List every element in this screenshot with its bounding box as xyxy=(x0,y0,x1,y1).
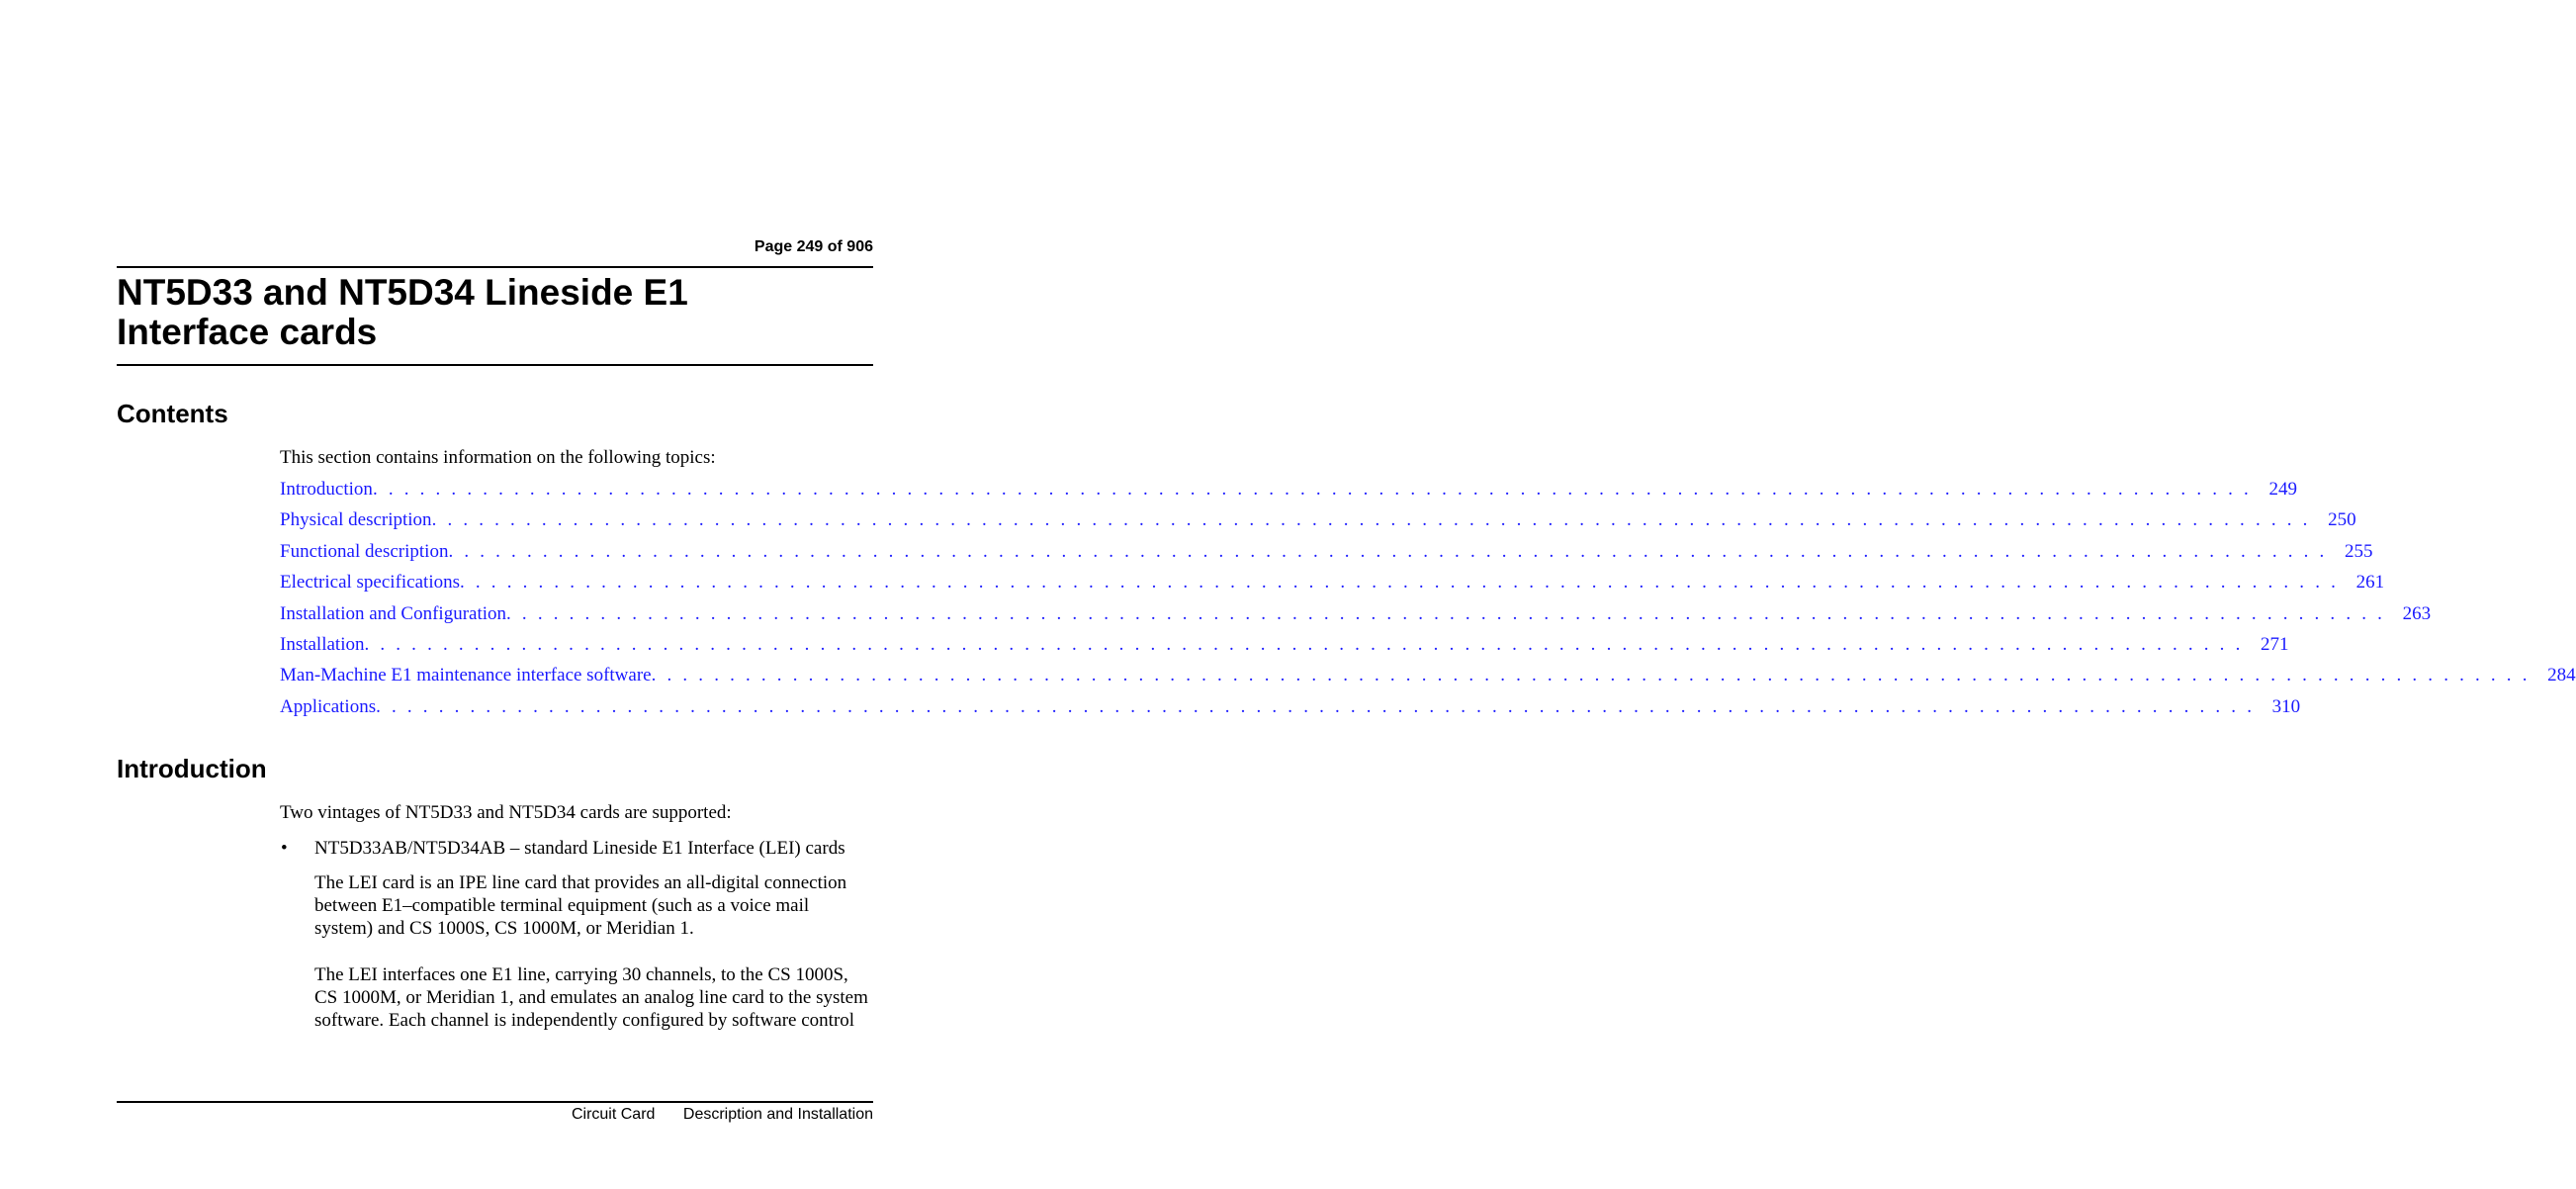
chapter-title-line2: Interface cards xyxy=(117,312,378,352)
toc-item-label: Installation xyxy=(280,633,365,655)
toc-item-label: Installation and Configuration xyxy=(280,602,507,624)
toc-item-label: Physical description xyxy=(280,509,432,531)
toc-item-page: 249 xyxy=(2268,479,2297,500)
chapter-title-line1: NT5D33 and NT5D34 Lineside E1 xyxy=(117,272,688,313)
toc-leader-dots: . . . . . . . . . . . . . . . . . . . . . . . . . . . . . . . . . . . . . . . . . . . . . . . . . . . . . . . . . . . . . . . . . . . . . . . . . . . . . . . . . . . . . . . . . . . . . . . . . . . . . . . . . . . . . . . . . . . . . . . . xyxy=(376,695,2256,717)
page-footer xyxy=(572,1106,873,1124)
chapter-title xyxy=(117,273,868,352)
contents-heading: Contents xyxy=(117,399,228,428)
footer-right-text: Description and Installation xyxy=(682,1106,873,1123)
introduction-paragraph-2 xyxy=(314,963,878,1032)
toc-item-label: Functional description xyxy=(280,540,449,562)
introduction-heading: Introduction xyxy=(117,754,267,783)
introduction-lead: Two vintages of NT5D33 and NT5D34 cards are supported: xyxy=(280,802,732,823)
toc-leader-dots: . . . . . . . . . . . . . . . . . . . . . . . . . . . . . . . . . . . . . . . . . . . . . . . . . . . . . . . . . . . . . . . . . . . . . . . . . . . . . . . . . . . . . . . . . . . . . . . . . . . . . . . . . . . . . . . . . . . . . . . . xyxy=(460,572,2340,594)
toc-item-label: Electrical specifications xyxy=(280,572,460,594)
toc-item-page: 263 xyxy=(2402,602,2432,624)
toc-item-page: 310 xyxy=(2271,695,2301,717)
toc-item-physical-description[interactable] xyxy=(280,509,2356,540)
toc-item-applications[interactable] xyxy=(280,695,2301,727)
toc-leader-dots: . . . . . . . . . . . . . . . . . . . . . . . . . . . . . . . . . . . . . . . . . . . . . . . . . . . . . . . . . . . . . . . . . . . . . . . . . . . . . . . . . . . . . . . . . . . . . . . . . . . . . . . . . . . . . . . . . . . . . . . . xyxy=(431,509,2311,531)
toc-leader-dots: . . . . . . . . . . . . . . . . . . . . . . . . . . . . . . . . . . . . . . . . . . . . . . . . . . . . . . . . . . . . . . . . . . . . . . . . . . . . . . . . . . . . . . . . . . . . . . . . . . . . . . . . . . . . . . . . . . . . . . . . xyxy=(372,479,2252,500)
paragraph-line: software. Each channel is independently configured by software control xyxy=(314,1010,855,1031)
toc-item-installation[interactable] xyxy=(280,633,2289,665)
paragraph-line: The LEI card is an IPE line card that provides an all-digital connection xyxy=(314,872,847,893)
toc-item-page: 261 xyxy=(2355,572,2385,594)
footer-left-text: Circuit Card xyxy=(571,1106,656,1123)
toc-item-page: 250 xyxy=(2328,509,2356,531)
toc-item-label: Man-Machine E1 maintenance interface software xyxy=(280,665,652,686)
toc-leader-dots: . . . . . . . . . . . . . . . . . . . . . . . . . . . . . . . . . . . . . . . . . . . . . . . . . . . . . . . . . . . . . . . . . . . . . . . . . . . . . . . . . . . . . . . . . . . . . . . . . . . . . . . . . . . . . . . . . . . . . . . . xyxy=(448,540,2328,562)
bullet-item-text: NT5D33AB/NT5D34AB – standard Lineside E1 Interface (LEI) cards xyxy=(314,838,845,859)
title-top-rule xyxy=(117,266,873,268)
title-bottom-rule xyxy=(117,364,873,366)
toc-leader-dots: . . . . . . . . . . . . . . . . . . . . . . . . . . . . . . . . . . . . . . . . . . . . . . . . . . . . . . . . . . . . . . . . . . . . . . . . . . . . . . . . . . . . . . . . . . . . . . . . . . . . . . . . . . . . . . . . . . . . . . . . xyxy=(506,602,2386,624)
toc-item-man-machine-e1[interactable] xyxy=(280,665,2576,695)
toc-item-introduction[interactable] xyxy=(280,479,2297,509)
paragraph-line: CS 1000M, or Meridian 1, and emulates an analog line card to the system xyxy=(314,987,868,1008)
introduction-paragraph-1 xyxy=(314,871,878,940)
toc-leader-dots: . . . . . . . . . . . . . . . . . . . . . . . . . . . . . . . . . . . . . . . . . . . . . . . . . . . . . . . . . . . . . . . . . . . . . . . . . . . . . . . . . . . . . . . . . . . . . . . . . . . . . . . . . . . . . . . . . . . . . . . . xyxy=(364,633,2244,655)
toc-leader-dots: . . . . . . . . . . . . . . . . . . . . . . . . . . . . . . . . . . . . . . . . . . . . . . . . . . . . . . . . . . . . . . . . . . . . . . . . . . . . . . . . . . . . . . . . . . . . . . . . . . . . . . . . . . . . . . . . . . . . . . . . xyxy=(651,665,2531,686)
paragraph-line: between E1–compatible terminal equipment (such as a voice mail xyxy=(314,895,810,916)
toc-item-label: Introduction xyxy=(280,479,373,500)
contents-intro: This section contains information on the following topics: xyxy=(280,447,716,468)
toc-item-page: 271 xyxy=(2261,633,2289,655)
page-indicator: Page 249 of 906 xyxy=(754,238,873,255)
table-of-contents xyxy=(280,479,2576,727)
toc-item-page: 255 xyxy=(2345,540,2373,562)
toc-item-page: 284 xyxy=(2547,665,2576,686)
footer-rule xyxy=(117,1101,873,1103)
toc-item-label: Applications xyxy=(280,695,377,717)
toc-item-installation-and-configuration[interactable] xyxy=(280,602,2432,634)
toc-item-electrical-specifications[interactable] xyxy=(280,572,2385,602)
bullet-marker: • xyxy=(281,838,288,859)
paragraph-line: The LEI interfaces one E1 line, carrying 30 channels, to the CS 1000S, xyxy=(314,964,848,985)
toc-item-functional-description[interactable] xyxy=(280,540,2373,572)
paragraph-line: system) and CS 1000S, CS 1000M, or Meridian 1. xyxy=(314,918,694,939)
